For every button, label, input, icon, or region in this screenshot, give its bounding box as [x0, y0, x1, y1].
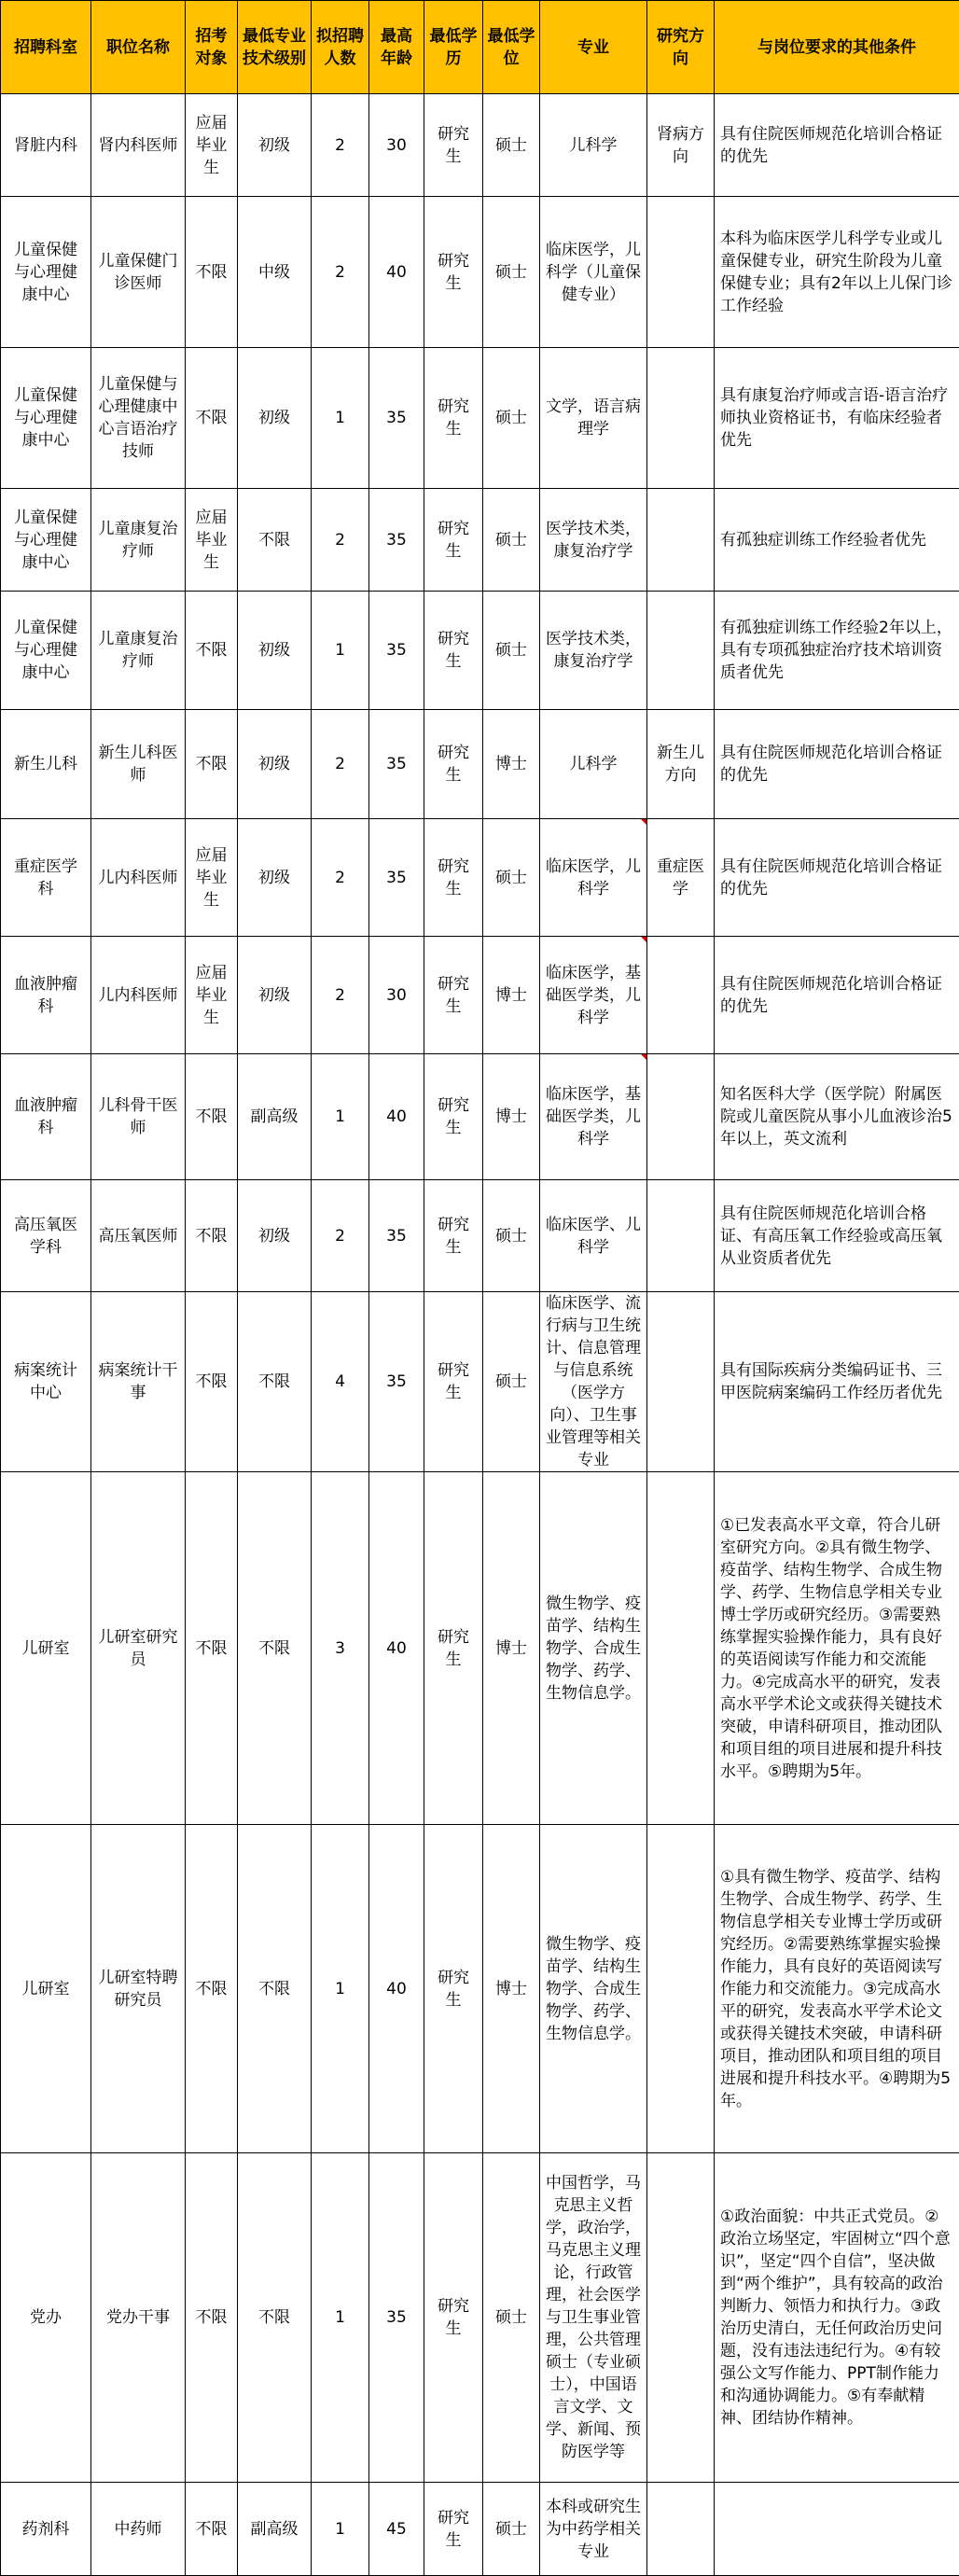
cell-age: 45 — [369, 2483, 424, 2576]
cell-requirements: 有孤独症训练工作经验者优先 — [715, 489, 959, 592]
cell-position: 儿童保健与心理健康中心言语治疗技师 — [91, 348, 186, 489]
cell-major: 微生物学、疫苗学、结构生物学、合成生物学、药学、生物信息学。 — [540, 1825, 647, 2153]
cell-requirements: 具有住院医师规范化培训合格证的优先 — [715, 94, 959, 197]
cell-degree: 硕士 — [483, 1292, 540, 1472]
cell-edu: 研究生 — [424, 348, 483, 489]
header-direction: 研究方向 — [647, 1, 715, 94]
cell-degree: 硕士 — [483, 489, 540, 592]
cell-dept: 儿研室 — [1, 1472, 91, 1825]
header-edu: 最低学历 — [424, 1, 483, 94]
cell-edu: 研究生 — [424, 94, 483, 197]
cell-level: 中级 — [238, 197, 312, 348]
cell-count: 2 — [312, 819, 369, 937]
cell-target: 不限 — [186, 197, 238, 348]
cell-age: 40 — [369, 197, 424, 348]
cell-major: 临床医学、儿科学 — [540, 1180, 647, 1292]
cell-major: 临床医学，儿科学 — [540, 819, 647, 937]
header-count: 拟招聘人数 — [312, 1, 369, 94]
cell-major: 医学技术类，康复治疗学 — [540, 592, 647, 710]
table-row — [1, 592, 959, 710]
cell-major: 医学技术类，康复治疗学 — [540, 489, 647, 592]
cell-level: 不限 — [238, 2153, 312, 2483]
cell-degree: 硕士 — [483, 94, 540, 197]
cell-target: 不限 — [186, 1180, 238, 1292]
cell-target: 不限 — [186, 1472, 238, 1825]
cell-major: 临床医学、流行病与卫生统计、信息管理与信息系统（医学方向）、卫生事业管理等相关专业 — [540, 1292, 647, 1472]
cell-major: 临床医学，儿科学（儿童保健专业） — [540, 197, 647, 348]
cell-count: 1 — [312, 2483, 369, 2576]
cell-level: 不限 — [238, 1825, 312, 2153]
cell-age: 30 — [369, 937, 424, 1054]
cell-age: 35 — [369, 348, 424, 489]
cell-requirements — [715, 2483, 959, 2576]
cell-target: 应届毕业生 — [186, 937, 238, 1054]
cell-dept: 新生儿科 — [1, 710, 91, 819]
header-major: 专业 — [540, 1, 647, 94]
cell-edu: 研究生 — [424, 710, 483, 819]
cell-requirements: 具有国际疾病分类编码证书、三甲医院病案编码工作经历者优先 — [715, 1292, 959, 1472]
cell-position: 高压氧医师 — [91, 1180, 186, 1292]
table-row — [1, 1180, 959, 1292]
header-age: 最高年龄 — [369, 1, 424, 94]
cell-position: 新生儿科医师 — [91, 710, 186, 819]
table-row — [1, 348, 959, 489]
cell-dept: 药剂科 — [1, 2483, 91, 2576]
cell-requirements: 具有住院医师规范化培训合格证的优先 — [715, 710, 959, 819]
cell-level: 副高级 — [238, 2483, 312, 2576]
header-target: 招考对象 — [186, 1, 238, 94]
cell-major: 微生物学、疫苗学、结构生物学、合成生物学、药学、生物信息学。 — [540, 1472, 647, 1825]
table-row — [1, 94, 959, 197]
table-row — [1, 1472, 959, 1825]
cell-age: 40 — [369, 1054, 424, 1180]
cell-direction: 肾病方向 — [647, 94, 715, 197]
cell-count: 1 — [312, 1825, 369, 2153]
cell-requirements: ①政治面貌：中共正式党员。②政治立场坚定，牢固树立“四个意识”，坚定“四个自信”，坚决做到“两个维护”，具有较高的政治判断力、领悟力和执行力。③政治历史清白，无任何政治历史问题，没有违法违纪行为。④有较强公文写作能力、PPT制作能力和沟通协调能力。⑤有奉献精神、团结协作精神。 — [715, 2153, 959, 2483]
cell-edu: 研究生 — [424, 1292, 483, 1472]
cell-direction — [647, 592, 715, 710]
cell-age: 35 — [369, 1180, 424, 1292]
cell-count: 1 — [312, 2153, 369, 2483]
cell-degree: 博士 — [483, 710, 540, 819]
cell-level: 初级 — [238, 710, 312, 819]
cell-degree: 硕士 — [483, 197, 540, 348]
cell-age: 35 — [369, 2153, 424, 2483]
cell-major: 临床医学，基础医学类，儿科学 — [540, 937, 647, 1054]
cell-requirements: ①已发表高水平文章，符合儿研室研究方向。②具有微生物学、疫苗学、结构生物学、合成生物学、药学、生物信息学相关专业博士学历或研究经历。③需要熟练掌握实验操作能力，具有良好的英语阅读写作能力和交流能力。④完成高水平的研究，发表高水平学术论文或获得关键技术突破，申请科研项目，推动团队和项目组的项目进展和提升科技水平。⑤聘期为5年。 — [715, 1472, 959, 1825]
cell-dept: 血液肿瘤科 — [1, 1054, 91, 1180]
cell-requirements: 知名医科大学（医学院）附属医院或儿童医院从事小儿血液诊治5年以上，英文流利 — [715, 1054, 959, 1180]
cell-requirements: ①具有微生物学、疫苗学、结构生物学、合成生物学、药学、生物信息学相关专业博士学历或研究经历。②需要熟练掌握实验操作能力，具有良好的英语阅读写作能力和交流能力。③完成高水平的研究，发表高水平学术论文或获得关键技术突破，申请科研项目，推动团队和项目组的项目进展和提升科技水平。④聘期为5年。 — [715, 1825, 959, 2153]
cell-edu: 研究生 — [424, 1472, 483, 1825]
cell-edu: 研究生 — [424, 2153, 483, 2483]
table-row — [1, 937, 959, 1054]
cell-level: 初级 — [238, 592, 312, 710]
cell-level: 初级 — [238, 1180, 312, 1292]
cell-count: 1 — [312, 348, 369, 489]
cell-degree: 博士 — [483, 937, 540, 1054]
cell-direction — [647, 2153, 715, 2483]
cell-degree: 博士 — [483, 1472, 540, 1825]
header-position: 职位名称 — [91, 1, 186, 94]
cell-count: 4 — [312, 1292, 369, 1472]
cell-position: 儿科骨干医师 — [91, 1054, 186, 1180]
cell-position: 儿童保健门诊医师 — [91, 197, 186, 348]
cell-degree: 硕士 — [483, 2153, 540, 2483]
cell-count: 2 — [312, 94, 369, 197]
cell-level: 不限 — [238, 489, 312, 592]
cell-position: 中药师 — [91, 2483, 186, 2576]
cell-direction — [647, 937, 715, 1054]
cell-count: 2 — [312, 489, 369, 592]
cell-dept: 儿童保健与心理健康中心 — [1, 348, 91, 489]
cell-count: 2 — [312, 710, 369, 819]
cell-dept: 儿童保健与心理健康中心 — [1, 592, 91, 710]
cell-direction: 重症医学 — [647, 819, 715, 937]
cell-position: 儿童康复治疗师 — [91, 592, 186, 710]
table-row — [1, 710, 959, 819]
cell-dept: 儿研室 — [1, 1825, 91, 2153]
cell-count: 3 — [312, 1472, 369, 1825]
cell-level: 不限 — [238, 1472, 312, 1825]
cell-edu: 研究生 — [424, 1180, 483, 1292]
cell-edu: 研究生 — [424, 819, 483, 937]
cell-dept: 病案统计中心 — [1, 1292, 91, 1472]
cell-degree: 硕士 — [483, 592, 540, 710]
cell-target: 不限 — [186, 348, 238, 489]
cell-major: 文学，语言病理学 — [540, 348, 647, 489]
table-row — [1, 2153, 959, 2483]
header-dept: 招聘科室 — [1, 1, 91, 94]
cell-position: 儿内科医师 — [91, 819, 186, 937]
cell-degree: 硕士 — [483, 819, 540, 937]
table-row — [1, 2483, 959, 2576]
cell-target: 不限 — [186, 1825, 238, 2153]
cell-age: 35 — [369, 710, 424, 819]
cell-direction — [647, 1054, 715, 1180]
header-degree: 最低学位 — [483, 1, 540, 94]
cell-major: 临床医学，基础医学类，儿科学 — [540, 1054, 647, 1180]
cell-requirements: 本科为临床医学儿科学专业或儿童保健专业，研究生阶段为儿童保健专业；具有2年以上儿保门诊工作经验 — [715, 197, 959, 348]
cell-edu: 研究生 — [424, 592, 483, 710]
cell-age: 35 — [369, 489, 424, 592]
table-row — [1, 1825, 959, 2153]
cell-age: 35 — [369, 819, 424, 937]
cell-direction — [647, 1292, 715, 1472]
cell-dept: 血液肿瘤科 — [1, 937, 91, 1054]
cell-count: 1 — [312, 1054, 369, 1180]
cell-position: 儿研室特聘研究员 — [91, 1825, 186, 2153]
cell-target: 不限 — [186, 2153, 238, 2483]
cell-target: 应届毕业生 — [186, 819, 238, 937]
cell-target: 不限 — [186, 592, 238, 710]
cell-position: 儿童康复治疗师 — [91, 489, 186, 592]
cell-major: 儿科学 — [540, 710, 647, 819]
cell-major: 本科或研究生为中药学相关专业 — [540, 2483, 647, 2576]
cell-requirements: 具有住院医师规范化培训合格证的优先 — [715, 937, 959, 1054]
cell-requirements: 具有康复治疗师或言语-语言治疗师执业资格证书，有临床经验者优先 — [715, 348, 959, 489]
cell-degree: 博士 — [483, 1054, 540, 1180]
cell-position: 肾内科医师 — [91, 94, 186, 197]
cell-edu: 研究生 — [424, 489, 483, 592]
cell-target: 应届毕业生 — [186, 94, 238, 197]
cell-target: 应届毕业生 — [186, 489, 238, 592]
cell-degree: 博士 — [483, 1825, 540, 2153]
cell-count: 2 — [312, 197, 369, 348]
cell-direction — [647, 197, 715, 348]
cell-degree: 硕士 — [483, 348, 540, 489]
cell-direction — [647, 489, 715, 592]
cell-level: 不限 — [238, 1292, 312, 1472]
cell-count: 1 — [312, 592, 369, 710]
table-row — [1, 489, 959, 592]
cell-direction — [647, 2483, 715, 2576]
table-row — [1, 819, 959, 937]
table-row — [1, 1054, 959, 1180]
cell-level: 初级 — [238, 819, 312, 937]
cell-dept: 儿童保健与心理健康中心 — [1, 489, 91, 592]
cell-direction: 新生儿方向 — [647, 710, 715, 819]
table-row — [1, 197, 959, 348]
cell-edu: 研究生 — [424, 937, 483, 1054]
cell-requirements: 具有住院医师规范化培训合格证、有高压氧工作经验或高压氧从业资质者优先 — [715, 1180, 959, 1292]
cell-target: 不限 — [186, 1054, 238, 1180]
cell-major: 儿科学 — [540, 94, 647, 197]
cell-level: 初级 — [238, 348, 312, 489]
cell-position: 病案统计干事 — [91, 1292, 186, 1472]
cell-position: 儿内科医师 — [91, 937, 186, 1054]
cell-dept: 儿童保健与心理健康中心 — [1, 197, 91, 348]
cell-degree: 硕士 — [483, 2483, 540, 2576]
cell-target: 不限 — [186, 710, 238, 819]
cell-edu: 研究生 — [424, 1054, 483, 1180]
cell-age: 35 — [369, 1292, 424, 1472]
cell-degree: 硕士 — [483, 1180, 540, 1292]
cell-dept: 高压氧医学科 — [1, 1180, 91, 1292]
cell-edu: 研究生 — [424, 2483, 483, 2576]
cell-major: 中国哲学，马克思主义哲学，政治学，马克思主义理论，行政管理，社会医学与卫生事业管理，公共管理硕士（专业硕士），中国语言文学、文学、新闻、预防医学等 — [540, 2153, 647, 2483]
header-row — [1, 1, 959, 94]
cell-requirements: 具有住院医师规范化培训合格证的优先 — [715, 819, 959, 937]
cell-age: 40 — [369, 1472, 424, 1825]
cell-count: 2 — [312, 937, 369, 1054]
cell-direction — [647, 1180, 715, 1292]
cell-age: 30 — [369, 94, 424, 197]
cell-direction — [647, 1472, 715, 1825]
cell-level: 初级 — [238, 937, 312, 1054]
header-requirements: 与岗位要求的其他条件 — [715, 1, 959, 94]
cell-count: 2 — [312, 1180, 369, 1292]
cell-direction — [647, 1825, 715, 2153]
cell-target: 不限 — [186, 1292, 238, 1472]
cell-dept: 党办 — [1, 2153, 91, 2483]
cell-direction — [647, 348, 715, 489]
header-level: 最低专业技术级别 — [238, 1, 312, 94]
cell-position: 儿研室研究员 — [91, 1472, 186, 1825]
cell-requirements: 有孤独症训练工作经验2年以上，具有专项孤独症治疗技术培训资质者优先 — [715, 592, 959, 710]
cell-age: 40 — [369, 1825, 424, 2153]
cell-target: 不限 — [186, 2483, 238, 2576]
table-row — [1, 1292, 959, 1472]
cell-level: 副高级 — [238, 1054, 312, 1180]
cell-position: 党办干事 — [91, 2153, 186, 2483]
cell-dept: 重症医学科 — [1, 819, 91, 937]
cell-dept: 肾脏内科 — [1, 94, 91, 197]
cell-edu: 研究生 — [424, 1825, 483, 2153]
cell-edu: 研究生 — [424, 197, 483, 348]
cell-level: 初级 — [238, 94, 312, 197]
cell-age: 35 — [369, 592, 424, 710]
